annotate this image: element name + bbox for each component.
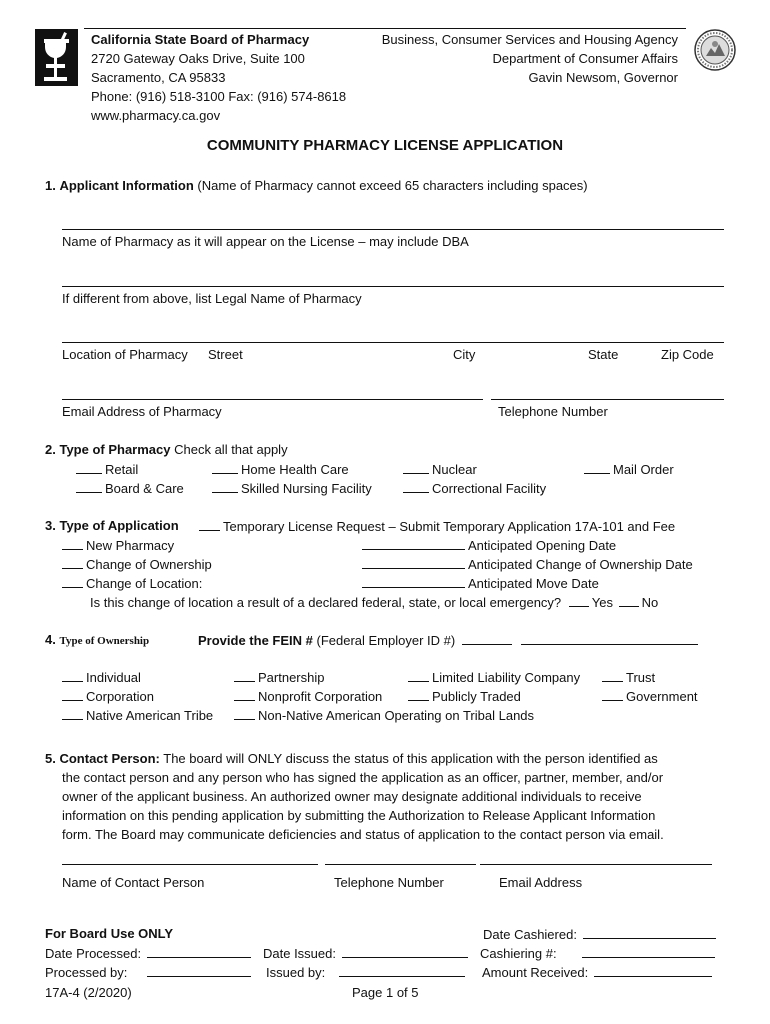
option-correctional[interactable]: Correctional Facility xyxy=(403,480,546,496)
section-5-text-line4: information on this pending application by submitting the Authorization to Release Applicant Information xyxy=(62,808,656,823)
checkbox-blank[interactable] xyxy=(584,461,610,474)
org-address-line1: 2720 Gateway Oaks Drive, Suite 100 xyxy=(91,51,305,66)
location-label: Location of Pharmacy xyxy=(62,347,188,362)
org-phone-fax: Phone: (916) 518-3100 Fax: (916) 574-8618 xyxy=(91,89,347,104)
form-title: COMMUNITY PHARMACY LICENSE APPLICATION xyxy=(206,137,564,154)
checkbox-blank[interactable] xyxy=(76,480,102,493)
date-issued-field: Date Issued: xyxy=(263,945,471,961)
fein-blank-2[interactable] xyxy=(521,632,698,645)
checkbox-blank[interactable] xyxy=(62,575,83,588)
contact-phone-label: Telephone Number xyxy=(334,875,444,890)
board-logo xyxy=(35,29,78,86)
contact-name-label: Name of Contact Person xyxy=(62,875,205,890)
department-name: Department of Consumer Affairs xyxy=(492,51,678,66)
state-seal xyxy=(694,29,736,71)
option-nonprofit[interactable]: Nonprofit Corporation xyxy=(234,688,382,704)
processed-by-blank[interactable] xyxy=(147,964,251,977)
checkbox-blank[interactable] xyxy=(62,537,83,550)
zip-label: Zip Code xyxy=(661,347,714,362)
option-skilled-nursing[interactable]: Skilled Nursing Facility xyxy=(212,480,372,496)
option-home-health[interactable]: Home Health Care xyxy=(212,461,349,477)
governor-name: Gavin Newsom, Governor xyxy=(528,70,678,85)
fein-blank-1[interactable] xyxy=(462,632,512,645)
telephone-field[interactable] xyxy=(491,399,724,400)
telephone-label: Telephone Number xyxy=(498,404,608,419)
option-temporary-license[interactable]: Temporary License Request – Submit Temporary Application 17A-101 and Fee xyxy=(199,518,675,534)
pharmacy-name-label: Name of Pharmacy as it will appear on the License – may include DBA xyxy=(62,234,469,249)
date-cashiered-blank[interactable] xyxy=(583,926,716,939)
contact-email-field[interactable] xyxy=(480,864,712,865)
city-label: City xyxy=(453,347,476,362)
date-blank[interactable] xyxy=(362,537,465,550)
org-name: California State Board of Pharmacy xyxy=(91,32,310,47)
option-publicly-traded[interactable]: Publicly Traded xyxy=(408,688,521,704)
checkbox-blank[interactable] xyxy=(62,707,83,720)
checkbox-blank[interactable] xyxy=(403,480,429,493)
date-cashiered-field: Date Cashiered: xyxy=(483,926,719,942)
section-2-heading: 2. Type of Pharmacy Check all that apply xyxy=(45,442,288,457)
no-blank[interactable] xyxy=(619,594,639,607)
emergency-question: Is this change of location a result of a declared federal, state, or local emergency? Yes No xyxy=(90,595,659,610)
street-label: Street xyxy=(208,347,243,362)
section-3-heading: 3. Type of Application xyxy=(45,518,179,533)
checkbox-blank[interactable] xyxy=(602,688,623,701)
option-change-location[interactable]: Change of Location: xyxy=(62,575,202,591)
section-5-text-line3: owner of the applicant business. An authorized owner may designate additional individuals to receive xyxy=(62,789,642,804)
option-government[interactable]: Government xyxy=(602,688,698,704)
agency-name: Business, Consumer Services and Housing Agency xyxy=(381,32,678,47)
option-change-ownership[interactable]: Change of Ownership xyxy=(62,556,212,572)
amount-received-blank[interactable] xyxy=(594,964,712,977)
date-processed-field: Date Processed: xyxy=(45,945,254,961)
section-5-text-line2: the contact person and any person who has signed the application as an officer, partner, member, and/or xyxy=(62,770,664,785)
section-5-text-line5: form. The Board may communicate deficiencies and status of application to the contact person via email. xyxy=(62,827,664,842)
issued-by-field: Issued by: xyxy=(266,964,468,980)
checkbox-blank[interactable] xyxy=(62,669,83,682)
location-field[interactable] xyxy=(62,342,724,343)
option-native-american[interactable]: Native American Tribe xyxy=(62,707,213,723)
header-rule xyxy=(84,28,686,29)
option-board-care[interactable]: Board & Care xyxy=(76,480,184,496)
org-website: www.pharmacy.ca.gov xyxy=(91,108,221,123)
board-use-heading: For Board Use ONLY xyxy=(45,926,174,941)
option-new-pharmacy[interactable]: New Pharmacy xyxy=(62,537,174,553)
processed-by-field: Processed by: xyxy=(45,964,254,980)
cashiering-blank[interactable] xyxy=(582,945,715,958)
option-partnership[interactable]: Partnership xyxy=(234,669,324,685)
checkbox-blank[interactable] xyxy=(212,461,238,474)
legal-name-field[interactable] xyxy=(62,286,724,287)
option-trust[interactable]: Trust xyxy=(602,669,655,685)
page-number: Page 1 of 5 xyxy=(352,985,419,1000)
legal-name-label: If different from above, list Legal Name of Pharmacy xyxy=(62,291,362,306)
form-id: 17A-4 (2/2020) xyxy=(45,985,132,1000)
checkbox-blank[interactable] xyxy=(212,480,238,493)
checkbox-blank[interactable] xyxy=(234,669,255,682)
opening-date-field[interactable]: Anticipated Opening Date xyxy=(362,537,616,553)
checkbox-blank[interactable] xyxy=(403,461,429,474)
option-corporation[interactable]: Corporation xyxy=(62,688,154,704)
cashiering-field: Cashiering #: xyxy=(480,945,718,961)
pharmacy-name-field[interactable] xyxy=(62,229,724,230)
option-non-native[interactable]: Non-Native American Operating on Tribal Lands xyxy=(234,707,534,723)
checkbox-blank[interactable] xyxy=(234,707,255,720)
date-issued-blank[interactable] xyxy=(342,945,468,958)
amount-received-field: Amount Received: xyxy=(482,964,715,980)
section-1-heading: 1. Applicant Information (Name of Pharmacy cannot exceed 65 characters including spaces) xyxy=(45,178,588,193)
checkbox-blank[interactable] xyxy=(408,688,429,701)
email-label: Email Address of Pharmacy xyxy=(62,404,222,419)
email-field[interactable] xyxy=(62,399,483,400)
section-5-heading: 5. Contact Person: The board will ONLY discuss the status of this application with the person identified as xyxy=(45,751,658,766)
fein-field: Provide the FEIN # (Federal Employer ID #) xyxy=(198,632,701,648)
move-date-field[interactable]: Anticipated Move Date xyxy=(362,575,599,591)
checkbox-blank[interactable] xyxy=(408,669,429,682)
yes-blank[interactable] xyxy=(569,594,589,607)
section-4-heading: 4. Type of Ownership xyxy=(45,632,150,647)
ownership-date-field[interactable]: Anticipated Change of Ownership Date xyxy=(362,556,693,572)
option-llc[interactable]: Limited Liability Company xyxy=(408,669,580,685)
option-mail-order[interactable]: Mail Order xyxy=(584,461,674,477)
date-blank[interactable] xyxy=(362,556,465,569)
org-address-line2: Sacramento, CA 95833 xyxy=(91,70,226,85)
contact-name-field[interactable] xyxy=(62,864,318,865)
option-individual[interactable]: Individual xyxy=(62,669,141,685)
checkbox-blank[interactable] xyxy=(199,518,220,531)
contact-email-label: Email Address xyxy=(499,875,583,890)
checkbox-blank[interactable] xyxy=(62,688,83,701)
issued-by-blank[interactable] xyxy=(339,964,465,977)
checkbox-blank[interactable] xyxy=(76,461,102,474)
option-retail[interactable]: Retail xyxy=(76,461,138,477)
checkbox-blank[interactable] xyxy=(62,556,83,569)
date-processed-blank[interactable] xyxy=(147,945,251,958)
checkbox-blank[interactable] xyxy=(602,669,623,682)
contact-phone-field[interactable] xyxy=(325,864,476,865)
state-label: State xyxy=(588,347,619,362)
option-nuclear[interactable]: Nuclear xyxy=(403,461,477,477)
checkbox-blank[interactable] xyxy=(234,688,255,701)
date-blank[interactable] xyxy=(362,575,465,588)
